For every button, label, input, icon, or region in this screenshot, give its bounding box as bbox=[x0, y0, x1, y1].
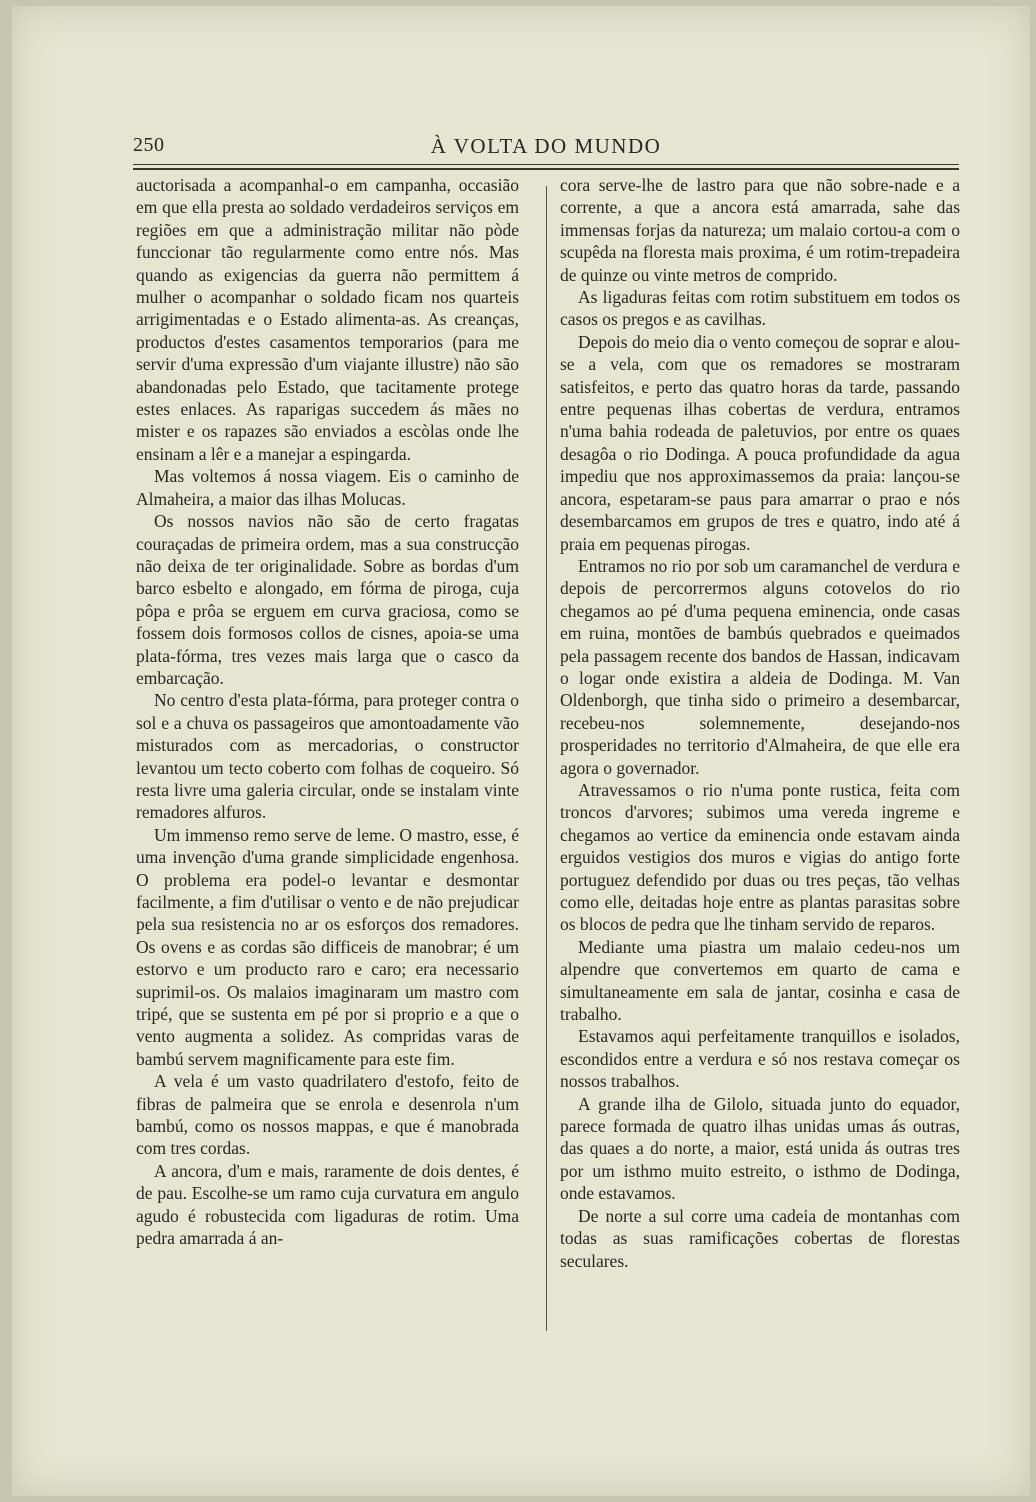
paragraph: A grande ilha de Gilolo, situada junto do equador, parece formada de quatro ilhas unidas umas ás outras, das quaes a do norte, a maior, está unida ás outras tres por um isthmo muito estreito, o isthmo de Dodinga, onde estavamos. bbox=[560, 1093, 960, 1204]
paragraph: auctorisada a acompanhal-o em campanha, occasião em que ella presta ao soldado verdadeiros serviços em regiões em que a administração militar não pòde funccionar tão regularmente como entre nós. Mas quando as exigencias da guerra não permittem á mulher o acompanhar o soldado ficam nos quarteis arrigimentadas e o Estado alimenta-as. As creanças, productos d'estes casamentos temporarios (para me servir d'uma expressão d'um viajante illustre) não são abandonadas pelo Estado, que tacitamente protege estes enlaces. As raparigas succedem ás mães no mister e os rapazes são enviados a escòlas onde lhe ensinam a lêr e a manejar a espingarda. bbox=[136, 175, 519, 464]
paragraph: Depois do meio dia o vento começou de soprar e alou-se a vela, com que os remadores se mostraram satisfeitos, e perto das quatro horas da tarde, passando entre pequenas ilhas cobertas de verdura, entramos n'uma bahia rodeada de paletuvios, por entre os quaes desagôa o rio Dodinga. A pouca profundidade da agua impediu que nos approximassemos da praia: lançou-se ancora, espetaram-se paus para amarrar o prao e nós desembarcamos em grupos de tres e quatro, indo até á praia em pequenas pirogas. bbox=[560, 331, 960, 554]
paragraph: A vela é um vasto quadrilatero d'estofo, feito de fibras de palmeira que se enrola e desenrola n'um bambú, como os nossos mappas, e que é manobrada com tres cordas. bbox=[136, 1071, 519, 1159]
paragraph: Atravessamos o rio n'uma ponte rustica, feita com troncos d'arvores; subimos uma vereda ingreme e chegamos ao vertice da eminencia onde estavam ainda erguidos vestigios dos muros e vigias do antigo forte portuguez defendido por duas ou tres peças, tão velhas como elle, deitadas hoje entre as plantas parasitas sobre os blocos de pedra que lhe tinham servido de reparos. bbox=[560, 779, 960, 935]
paragraph: As ligaduras feitas com rotim substituem em todos os casos os pregos e as cavilhas. bbox=[560, 287, 960, 330]
paragraph: Os nossos navios não são de certo fragatas couraçadas de primeira ordem, mas a sua construcção não deixa de ter originalidade. Sobre as bordas d'um barco esbelto e alongado, em fórma de piroga, cuja pôpa e prôa se erguem em curva graciosa, como se fossem dois formosos collos de cisnes, apoia-se uma plata-fórma, tres vezes mais larga que o casco da embarcação. bbox=[136, 511, 519, 688]
paragraph: Estavamos aqui perfeitamente tranquillos e isolados, escondidos entre a verdura e só nos restava começar os nossos trabalhos. bbox=[560, 1026, 960, 1092]
right-column bbox=[560, 174, 960, 1272]
paragraph: Um immenso remo serve de leme. O mastro, esse, é uma invenção d'uma grande simplicidade engenhosa. O problema era podel-o levantar e desmontar facilmente, a fim d'utilisar o vento e de não prejudicar pela sua resistencia no ar os esforços dos remadores. Os ovens e as cordas são difficeis de manobrar; é um estorvo e um producto raro e caro; era necessario suprimil-os. Os malaios imaginaram um mastro com tripé, que se sustenta em pé por si proprio e a que o vento augmenta a solidez. As compridas varas de bambú servem magnificamente para este fim. bbox=[136, 824, 519, 1069]
header-rule-thin bbox=[133, 164, 959, 165]
paragraph: Mediante uma piastra um malaio cedeu-nos um alpendre que convertemos em quarto de cama e simultaneamente em sala de jantar, cosinha e casa de trabalho. bbox=[560, 936, 960, 1025]
left-column bbox=[136, 174, 519, 1250]
paragraph: Mas voltemos á nossa viagem. Eis o caminho de Almaheira, a maior das ilhas Molucas. bbox=[136, 466, 519, 509]
column-divider bbox=[546, 186, 547, 1331]
page-number: 250 bbox=[133, 134, 165, 156]
paragraph: A ancora, d'um e mais, raramente de dois dentes, é de pau. Escolhe-se um ramo cuja curvatura em angulo agudo é robustecida com ligaduras de rotim. Uma pedra amarrada á an- bbox=[136, 1160, 519, 1249]
paragraph: cora serve-lhe de lastro para que não sobre-nade e a corrente, a que a ancora está amarrada, sahe das immensas forjas da natureza; um malaio cortou-a com o scupêda na floresta mais proxima, é um rotim-trepadeira de quinze ou vinte metros de comprido. bbox=[560, 175, 960, 285]
paragraph: No centro d'esta plata-fórma, para proteger contra o sol e a chuva os passageiros que amontoadamente vão misturados com as mercadorias, o constructor levantou um tecto coberto com folhas de coqueiro. Só resta livre uma galeria circular, onde se instalam vinte remadores alfuros. bbox=[136, 690, 519, 823]
header-rule-thick bbox=[133, 168, 959, 170]
page-header bbox=[133, 130, 959, 160]
running-title: À VOLTA DO MUNDO bbox=[430, 134, 662, 158]
paragraph: Entramos no rio por sob um caramanchel de verdura e depois de percorrermos alguns cotovelos do rio chegamos ao pé d'uma pequena eminencia, onde casas em ruina, montões de bambús quebrados e queimados pela passagem recente dos bandos de Hassan, indicavam o logar onde existira a aldeia de Dodinga. M. Van Oldenborgh, que tinha sido o primeiro a desembarcar, recebeu-nos solemnemente, desejando-nos prosperidades no territorio d'Almaheira, de que elle era agora o governador. bbox=[560, 555, 960, 778]
paragraph: De norte a sul corre uma cadeia de montanhas com todas as suas ramificações cobertas de florestas seculares. bbox=[560, 1205, 960, 1271]
